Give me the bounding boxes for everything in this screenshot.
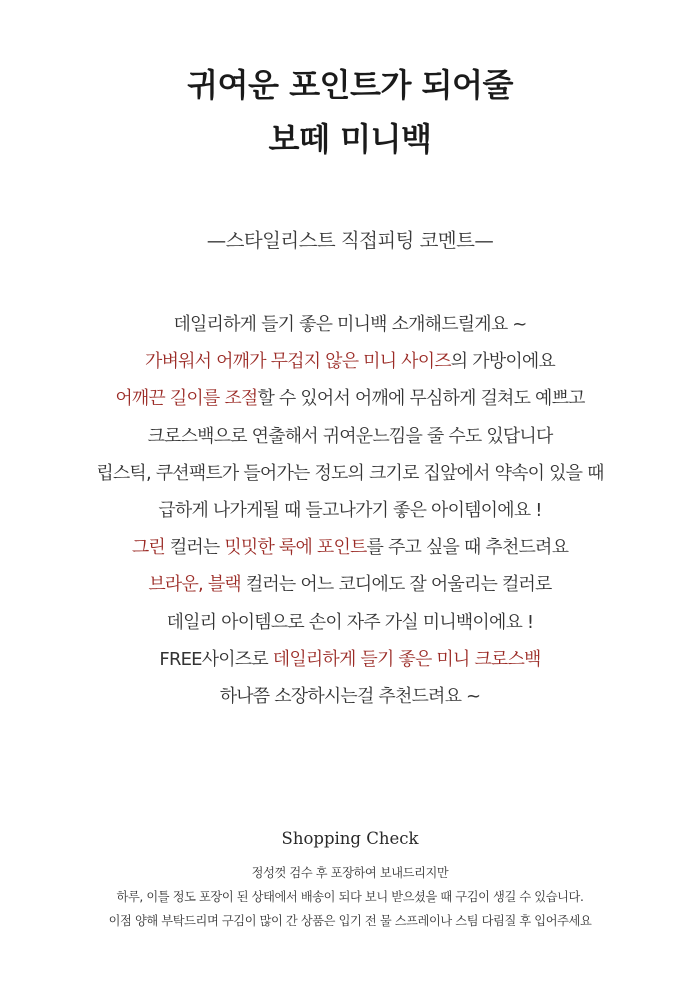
comment-line <box>0 641 700 678</box>
stylist-comment-body <box>0 306 700 715</box>
comment-highlight: 데일리하게 들기 좋은 미니 크로스백 <box>272 648 541 670</box>
comment-line <box>0 566 700 603</box>
comment-text: 립스틱, 쿠션팩트가 들어가는 정도의 크기로 집앞에서 약속이 있을 때 <box>96 462 604 484</box>
comment-line <box>0 306 700 343</box>
comment-text: 의 가방이에요 <box>450 351 555 373</box>
shopping-note: 하루, 이틀 정도 포장이 된 상태에서 배송이 되다 보니 받으셨을 때 구김이 생길 수 있습니다. <box>116 890 584 904</box>
shopping-note: 정성껏 검수 후 포장하여 보내드리지만 <box>251 866 449 880</box>
comment-text: 를 주고 싶을 때 추천드려요 <box>366 537 569 559</box>
stylist-comment-heading: —스타일리스트 직접피팅 코멘트— <box>206 229 494 252</box>
headline-line-2: 보떼 미니백 <box>268 120 432 158</box>
comment-text: 할 수 있어서 어깨에 무심하게 걸쳐도 예쁘고 <box>257 388 585 410</box>
comment-text: 데일리 아이템으로 손이 자주 가실 미니백이에요 ! <box>166 611 534 633</box>
comment-text: 컬러는 <box>164 537 225 559</box>
comment-highlight: 어깨끈 길이를 조절 <box>115 388 258 410</box>
comment-highlight: 밋밋한 룩에 포인트 <box>224 537 367 559</box>
comment-line <box>0 343 700 380</box>
comment-highlight: 그린 <box>131 537 165 559</box>
headline-line-1: 귀여운 포인트가 되어줄 <box>187 66 513 104</box>
comment-text: 컬러는 어느 코디에도 잘 어울리는 컬러로 <box>240 574 552 596</box>
comment-line <box>0 492 700 529</box>
comment-highlight: 가벼워서 어깨가 무겁지 않은 미니 사이즈 <box>145 351 451 373</box>
comment-line <box>0 678 700 715</box>
comment-text: 급하게 나가게될 때 들고나가기 좋은 아이템이에요 ! <box>158 499 542 521</box>
comment-line <box>0 418 700 455</box>
comment-highlight: 브라운, 블랙 <box>148 574 241 596</box>
comment-line <box>0 380 700 417</box>
shopping-note: 이점 양해 부탁드리며 구김이 많이 간 상품은 입기 전 물 스프레이나 스팀 다림질 후 입어주세요 <box>108 914 592 928</box>
comment-line <box>0 529 700 566</box>
shopping-check-notes <box>0 861 700 933</box>
comment-line <box>0 455 700 492</box>
comment-text: 데일리하게 들기 좋은 미니백 소개해드릴게요 ~ <box>173 314 527 335</box>
comment-text: FREE사이즈로 <box>159 648 273 670</box>
comment-text: 하나쯤 소장하시는걸 추천드려요 ~ <box>219 685 481 707</box>
comment-text: 크로스백으로 연출해서 귀여운느낌을 줄 수도 있답니다 <box>147 425 553 447</box>
shopping-check-title: Shopping Check <box>281 829 419 848</box>
comment-line <box>0 604 700 641</box>
headline <box>0 58 700 166</box>
